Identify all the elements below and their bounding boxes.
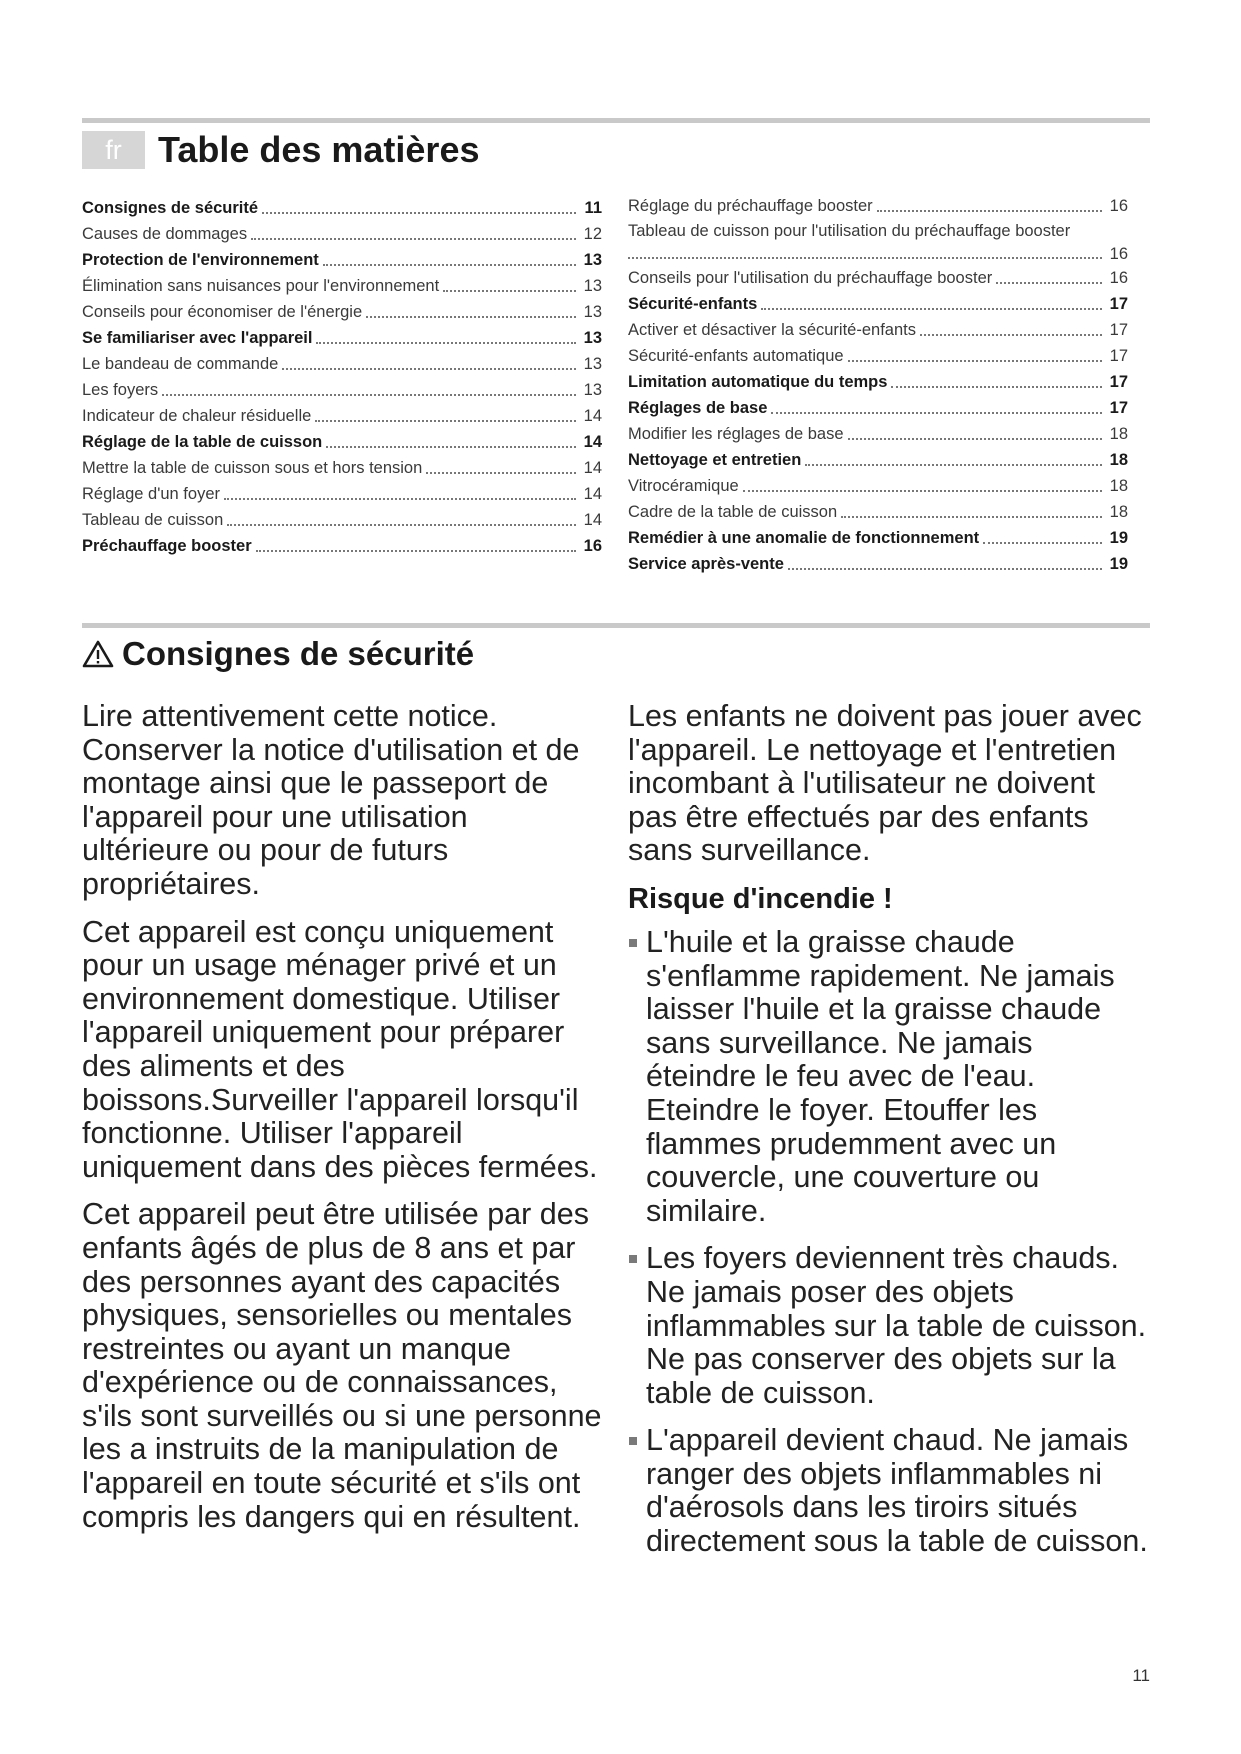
toc-entry[interactable] <box>82 351 602 377</box>
toc-entry-label: Conseils pour l'utilisation du préchauffage booster <box>628 269 993 287</box>
toc-entry-label: Conseils pour économiser de l'énergie <box>82 303 363 321</box>
toc-entry-page: 19 <box>1109 529 1128 547</box>
toc-entry[interactable] <box>82 377 602 403</box>
leader-dots <box>227 524 576 526</box>
toc-entry-label: Réglage du préchauffage booster <box>628 197 873 215</box>
toc-entry-label: Les foyers <box>82 381 159 399</box>
leader-dots <box>761 308 1102 310</box>
toc-entry-label: Causes de dommages <box>82 225 248 243</box>
leader-dots <box>162 394 576 396</box>
toc-entry-label: Élimination sans nuisances pour l'environnement <box>82 277 440 295</box>
toc-entry[interactable] <box>628 447 1128 473</box>
leader-dots <box>628 257 1102 259</box>
toc-entry-page: 16 <box>1109 245 1128 263</box>
toc-entry-page: 16 <box>583 537 602 555</box>
toc-entry-page: 17 <box>1109 295 1128 313</box>
toc-entry-page: 13 <box>583 381 602 399</box>
toc-entry-page: 16 <box>1109 197 1128 215</box>
toc-entry-page: 18 <box>1109 477 1128 495</box>
toc-entry-page: 13 <box>583 251 602 269</box>
toc-entry-page: 14 <box>583 407 602 425</box>
toc-entry-page: 14 <box>583 485 602 503</box>
toc-entry[interactable] <box>82 403 602 429</box>
toc-entry-label: Préchauffage booster <box>82 537 252 555</box>
paragraph: Cet appareil peut être utilisée par des enfants âgés de plus de 8 ans et par des personnes ayant des capacités physiques, sensorielles ou mentales restreintes ou ayant un manque d'expérience ou de connaissances, s'ils sont surveillés ou si une personne les a instruits de la manipulation de l'appareil en toute sécurité et s'ils ont compris les dangers qui en résultent. <box>82 1197 602 1534</box>
toc-entry-label: Réglages de base <box>628 399 768 417</box>
toc-entry-label: Indicateur de chaleur résiduelle <box>82 407 312 425</box>
toc-entry-page: 14 <box>583 433 602 451</box>
toc-entry-label: Se familiariser avec l'appareil <box>82 329 313 347</box>
leader-dots <box>323 264 576 266</box>
toc-entry-page: 18 <box>1109 503 1128 521</box>
toc-entry-label: Cadre de la table de cuisson <box>628 503 838 521</box>
toc-entry[interactable] <box>628 551 1128 577</box>
toc-entry-label: Protection de l'environnement <box>82 251 319 269</box>
leader-dots <box>891 386 1102 388</box>
toc-entry[interactable] <box>82 533 602 559</box>
bullet-icon <box>629 939 637 947</box>
toc-entry[interactable] <box>628 421 1128 447</box>
toc-entry-page: 14 <box>583 459 602 477</box>
list-item <box>628 1242 1148 1410</box>
leader-dots <box>366 316 576 318</box>
toc-entry-label: Sécurité-enfants automatique <box>628 347 844 365</box>
toc-entry[interactable] <box>628 265 1128 291</box>
toc-entry-label: Remédier à une anomalie de fonctionnement <box>628 529 980 547</box>
toc-entry-page: 17 <box>1109 347 1128 365</box>
leader-dots <box>315 420 576 422</box>
toc-entry-page: 11 <box>584 199 602 217</box>
toc-entry-label: Modifier les réglages de base <box>628 425 844 443</box>
fire-risk-heading: Risque d'incendie ! <box>628 882 893 915</box>
paragraph: Cet appareil est conçu uniquement pour un usage ménager privé et un environnement domestique. Utiliser l'appareil uniquement pour préparer des aliments et des boissons.Surveiller l'appareil lorsqu'il fonctionne. Utiliser l'appareil uniquement dans des pièces fermées. <box>82 914 598 1184</box>
toc-entry-label: Tableau de cuisson <box>82 511 224 529</box>
toc-entry[interactable] <box>82 429 602 455</box>
language-badge: fr <box>82 131 145 169</box>
section-divider <box>82 623 1150 628</box>
bullet-text: Les foyers deviennent très chauds. Ne jamais poser des objets inflammables sur la table de cuisson. Ne pas conserver des objets sur la table de cuisson. <box>646 1241 1147 1410</box>
paragraph: Lire attentivement cette notice. Conserver la notice d'utilisation et de montage ainsi que le passeport de l'appareil pour une utilisation ultérieure ou pour de futurs propriétaires. <box>82 699 580 901</box>
toc-entry[interactable] <box>82 481 602 507</box>
leader-dots <box>920 334 1102 336</box>
toc-entry-label: Vitrocéramique <box>628 477 739 495</box>
toc-entry[interactable] <box>628 219 1128 265</box>
bullet-text: L'appareil devient chaud. Ne jamais ranger des objets inflammables ni d'aérosols dans les tiroirs situés directement sous la table de cuisson. <box>646 1423 1148 1559</box>
toc-entry[interactable] <box>628 499 1128 525</box>
toc-entry-page: 13 <box>583 303 602 321</box>
toc-entry-page: 16 <box>1109 269 1128 287</box>
toc-entry-label: Service après-vente <box>628 555 784 573</box>
leader-dots <box>788 568 1102 570</box>
leader-dots <box>848 438 1102 440</box>
toc-entry-label: Tableau de cuisson pour l'utilisation du préchauffage booster <box>628 222 1071 240</box>
toc-entry-label: Sécurité-enfants <box>628 295 758 313</box>
leader-dots <box>326 446 576 448</box>
toc-entry[interactable] <box>628 525 1128 551</box>
bullet-icon <box>629 1255 637 1263</box>
top-divider <box>82 118 1150 123</box>
toc-left-column <box>82 195 602 559</box>
toc-entry-label: Activer et désactiver la sécurité-enfants <box>628 321 916 339</box>
page-number: 11 <box>1132 1666 1150 1685</box>
bullet-icon <box>629 1437 637 1445</box>
toc-entry[interactable] <box>628 343 1128 369</box>
safety-right-column <box>628 700 1148 1573</box>
toc-right-column <box>628 193 1128 577</box>
toc-entry[interactable] <box>628 369 1128 395</box>
toc-entry-label: Le bandeau de commande <box>82 355 279 373</box>
toc-entry-label: Mettre la table de cuisson sous et hors tension <box>82 459 423 477</box>
toc-entry-page: 12 <box>583 225 602 243</box>
toc-entry-label: Réglage d'un foyer <box>82 485 220 503</box>
toc-entry[interactable] <box>628 395 1128 421</box>
safety-title-text: Consignes de sécurité <box>122 635 475 672</box>
warning-icon <box>82 640 114 668</box>
toc-entry[interactable] <box>82 507 602 533</box>
leader-dots <box>848 360 1102 362</box>
toc-entry-label: Limitation automatique du temps <box>628 373 888 391</box>
bullet-text: L'huile et la graisse chaude s'enflamme rapidement. Ne jamais laisser l'huile et la graisse chaude sans surveillance. Ne jamais éteindre le feu avec de l'eau. Eteindre le foyer. Etouffer les flammes prudemment avec un couvercle, une couverture ou similaire. <box>646 924 1115 1228</box>
list-item <box>628 1424 1148 1558</box>
toc-entry-page: 17 <box>1109 321 1128 339</box>
leader-dots <box>877 210 1102 212</box>
leader-dots <box>256 550 576 552</box>
toc-entry-page: 13 <box>583 355 602 373</box>
leader-dots <box>841 516 1102 518</box>
leader-dots <box>443 290 576 292</box>
toc-entry-page: 18 <box>1109 425 1128 443</box>
toc-entry-label: Réglage de la table de cuisson <box>82 433 323 451</box>
toc-entry[interactable] <box>82 273 602 299</box>
toc-entry-page: 13 <box>583 329 602 347</box>
toc-entry-page: 13 <box>583 277 602 295</box>
toc-entry[interactable] <box>628 193 1128 219</box>
leader-dots <box>316 342 576 344</box>
leader-dots <box>771 412 1102 414</box>
paragraph: Les enfants ne doivent pas jouer avec l'appareil. Le nettoyage et l'entretien incombant à l'utilisateur ne doivent pas être effectués par des enfants sans surveillance. <box>628 699 1142 868</box>
safety-left-column <box>82 700 602 1548</box>
leader-dots <box>743 490 1102 492</box>
safety-title <box>82 634 474 674</box>
toc-entry-page: 18 <box>1109 451 1128 469</box>
toc-entry[interactable] <box>82 455 602 481</box>
toc-entry-page: 17 <box>1109 399 1128 417</box>
leader-dots <box>262 212 576 214</box>
toc-entry[interactable] <box>628 473 1128 499</box>
toc-entry[interactable] <box>628 317 1128 343</box>
toc-entry[interactable] <box>82 221 602 247</box>
toc-entry[interactable] <box>82 325 602 351</box>
toc-title: Table des matières <box>158 129 480 170</box>
leader-dots <box>996 282 1102 284</box>
leader-dots <box>282 368 576 370</box>
toc-entry[interactable] <box>82 247 602 273</box>
leader-dots <box>426 472 576 474</box>
toc-entry[interactable] <box>82 195 602 221</box>
leader-dots <box>983 542 1102 544</box>
toc-entry-page: 17 <box>1109 373 1128 391</box>
toc-entry-page: 19 <box>1109 555 1128 573</box>
leader-dots <box>251 238 576 240</box>
toc-entry-label: Consignes de sécurité <box>82 199 259 217</box>
leader-dots <box>805 464 1102 466</box>
toc-entry[interactable] <box>82 299 602 325</box>
toc-entry-label: Nettoyage et entretien <box>628 451 802 469</box>
toc-entry-page: 14 <box>583 511 602 529</box>
list-item <box>628 926 1148 1228</box>
leader-dots <box>224 498 576 500</box>
toc-entry[interactable] <box>628 291 1128 317</box>
